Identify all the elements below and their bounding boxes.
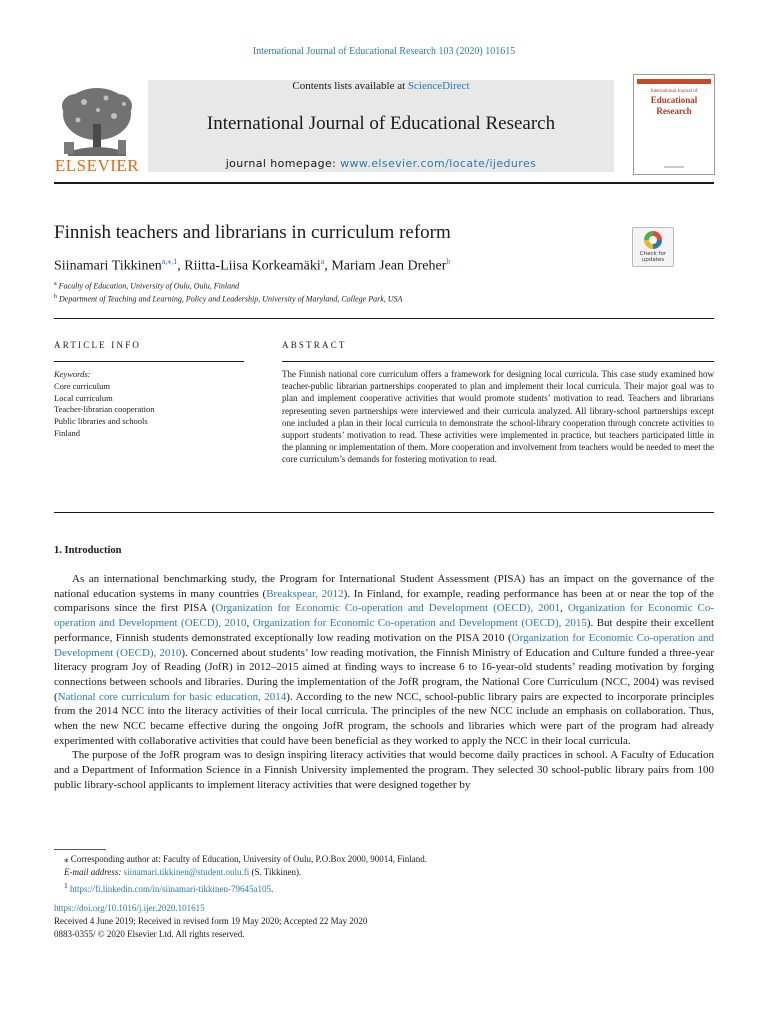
footnote-rule: [54, 849, 106, 850]
homepage-prefix: journal homepage:: [225, 157, 341, 170]
affiliation: [54, 294, 654, 304]
footnote-corresponding: [54, 853, 714, 866]
footnote-mark: ⁎: [64, 854, 69, 864]
affiliation-text: Faculty of Education, University of Oulu, Oulu, Finland: [58, 281, 240, 291]
author-affil-mark[interactable]: a,⁎,1: [161, 257, 178, 266]
check-updates-line-1: Check for: [639, 251, 667, 257]
check-updates-icon: [644, 231, 662, 249]
cover-title-line-2: Research: [656, 106, 692, 116]
abstract-rule: [282, 361, 714, 362]
contents-prefix: Contents lists available at: [292, 80, 408, 92]
email-suffix: (S. Tikkinen).: [249, 867, 302, 877]
body-text-run: ). In Finland, for example, reading performance has been at or near the top of the comparisons since the first PISA (: [54, 587, 714, 615]
body-text-run: ). According to the new NCC, school-public library pairs are expected to incorporate principles from the 2014 NCC into the literacy activities of their local curricula. The principles of the new NCC include an emphasis on collaboration. Thus, when the new NCC became effective during the ongoing JofR program, the schools and libraries which were part of the program had already experimented with collaborative activities that could have been beneficial as they worked to apply the NCC in their local curricula.: [54, 690, 714, 747]
footnote-linkedin: [54, 879, 714, 896]
author-name: Riitta-Liisa Korkeamäki: [184, 258, 321, 274]
author-name: Mariam Jean Dreher: [331, 258, 447, 274]
cover-small-title: International Journal of: [650, 89, 698, 94]
cover-title: [634, 95, 714, 117]
body-text-run: ). Concerned about students’ low reading motivation, the Finnish Ministry of Education and Culture funded a three-year literacy program Joy of Reading (JofR) in 2012–2015 aimed at finding ways to increase 6 to 16-year-old students’ reading motivation by forging connections between schools and libraries. During the implementation of the JofR program, the National Core Curriculum (NCC, 2004) was revised (: [54, 646, 714, 703]
copyright-line: 0883-0355/ © 2020 Elsevier Ltd. All rights reserved.: [54, 929, 245, 939]
body-paragraph: The purpose of the JofR program was to design inspiring literacy activities that would become daily practices in school. A Faculty of Education and a Department of Information Science in a Finnish University implemented the program. They selected 30 school-public library pairs from 100 public library-school applicants to implement literacy activities that were designed together by: [54, 749, 714, 791]
journal-homepage: [148, 157, 614, 170]
article-info-heading: ARTICLE INFO: [54, 340, 142, 350]
reference-link[interactable]: Organization for Economic Co-operation and Development (OECD), 2010: [54, 631, 714, 659]
header-rule: [54, 182, 714, 184]
affiliation: [54, 281, 654, 291]
affiliation-mark: a: [54, 281, 57, 287]
keyword: Finland: [54, 427, 80, 438]
body-paragraph: [54, 572, 714, 748]
linkedin-suffix: .: [270, 884, 274, 894]
footnotes: [54, 853, 714, 896]
section-heading-introduction: 1. Introduction: [54, 545, 122, 556]
cover-title-line-1: Educational: [650, 95, 698, 105]
email-label: E-mail address:: [64, 867, 124, 877]
article-title: Finnish teachers and librarians in curriculum reform: [54, 222, 451, 243]
author-affil-mark[interactable]: a: [320, 257, 325, 266]
reference-link[interactable]: Breakspear, 2012: [266, 587, 344, 600]
homepage-link[interactable]: www.elsevier.com/locate/ijedures: [340, 157, 537, 170]
cover-footer-mark: [664, 166, 684, 168]
reference-link[interactable]: Organization for Economic Co-operation and Development (OECD), 2010: [54, 602, 714, 630]
footnote-text: Corresponding author at: Faculty of Education, University of Oulu, P.O.Box 2000, 90014, Finland.: [70, 854, 427, 864]
author-name: Siinamari Tikkinen: [54, 258, 162, 274]
abstract-text: The Finnish national core curriculum offers a framework for designing local curricula. This case study examined how teacher-public librarian partnerships cooperated to plan and implement their local curricula. Their major goal was to plan and implement cooperative activities that would promote students’ motivation to read. Teachers and librarians representing seven partnerships were interviewed and their curricula analyzed. All library-school partnerships except one included a plan in their local curricula to demonstrate the school-library cooperation through concrete activities to support students’ motivation to read. These activities were implemented in practice, but teachers participated little in the planning or implementation of them. More cooperation and involvement from teachers would be needed to meet the core curriculum’s demands for fostering motivation to read.: [282, 369, 714, 465]
keywords-list: [54, 369, 244, 440]
keyword: Local curriculum: [54, 392, 113, 403]
introduction-body: [54, 572, 714, 793]
body-text-run: ,: [560, 602, 568, 615]
footnote-email: [54, 866, 714, 879]
email-link[interactable]: siinamari.tikkinen@student.oulu.fi: [123, 867, 250, 877]
body-text-run: As an international benchmarking study, the Program for International Student Assessment (PISA) has an impact on the governance of the national education systems in many countries (: [54, 573, 714, 600]
front-matter-rule: [54, 512, 714, 513]
journal-cover-thumbnail[interactable]: [633, 74, 715, 175]
linkedin-link[interactable]: https://fi.linkedin.com/in/siinamari-tikkinen-79645a105: [70, 884, 271, 894]
author-affil-mark[interactable]: b: [446, 257, 451, 266]
doi-link[interactable]: https://doi.org/10.1016/j.ijer.2020.101615: [54, 903, 205, 913]
journal-citation[interactable]: International Journal of Educational Research 103 (2020) 101615: [252, 46, 516, 57]
check-updates-line-2: updates: [641, 257, 665, 263]
sciencedirect-link[interactable]: ScienceDirect: [407, 80, 470, 92]
body-text-run: ,: [246, 617, 253, 630]
keyword: Public libraries and schools: [54, 416, 148, 427]
journal-title: International Journal of Educational Research: [206, 113, 556, 134]
reference-link[interactable]: Organization for Economic Co-operation and Development (OECD), 2001: [215, 602, 561, 615]
contents-line: [148, 80, 614, 92]
article-metadata: [54, 902, 714, 941]
reference-link[interactable]: National core curriculum for basic education, 2014: [57, 690, 287, 703]
title-rule: [54, 318, 714, 319]
reference-link[interactable]: Organization for Economic Co-operation and Development (OECD), 2015: [252, 617, 587, 630]
author-list: Siinamari Tikkinen$^{a,⁎,1}$, Riitta-Liisa Korkeamäki$^a$, Mariam Jean Dreher$^b$: [54, 257, 451, 274]
body-text-run: ). But despite their excellent performance, Finnish students demonstrated exceptionally low reading motivation on the PISA 2010 (: [54, 617, 715, 644]
keywords-label: Keywords:: [54, 369, 91, 379]
cover-band: [637, 79, 711, 84]
received-dates: Received 4 June 2019; Received in revised form 19 May 2020; Accepted 22 May 2020: [54, 916, 368, 926]
keyword: Core curriculum: [54, 380, 110, 391]
affiliation-mark: b: [54, 294, 57, 300]
footnote-mark: 1: [64, 881, 68, 890]
publisher-wordmark: ELSEVIER: [54, 156, 140, 175]
article-info-rule: [54, 361, 244, 362]
abstract-heading: ABSTRACT: [282, 340, 347, 350]
affiliation-text: Department of Teaching and Learning, Policy and Leadership, University of Maryland, College Park, USA: [59, 294, 403, 304]
keyword: Teacher-librarian cooperation: [54, 404, 155, 415]
